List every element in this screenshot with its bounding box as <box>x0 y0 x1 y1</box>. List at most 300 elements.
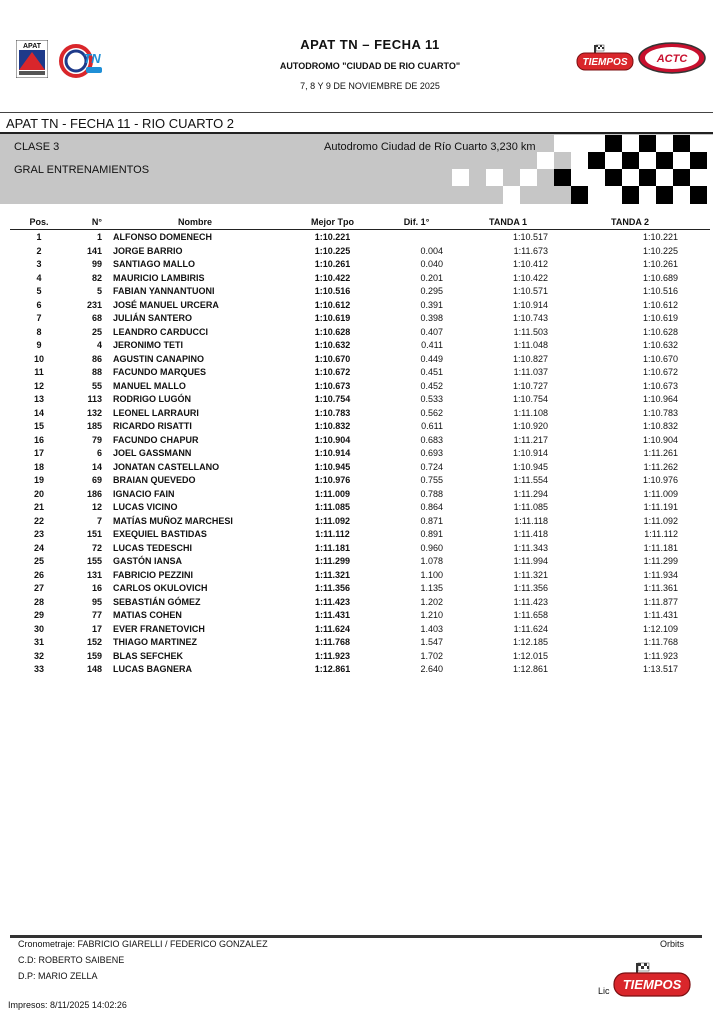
cell-car-number: 12 <box>91 502 102 512</box>
table-row <box>0 245 713 259</box>
timing-credits: Cronometraje: FABRICIO GIARELLI / FEDERICO GONZALEZ <box>18 939 268 949</box>
cell-tanda1-time: 1:11.294 <box>513 488 548 499</box>
printed-timestamp: Impresos: 8/11/2025 14:02:26 <box>8 1000 127 1010</box>
cell-driver-name: LUCAS TEDESCHI <box>113 542 193 553</box>
cell-pos: 9 <box>36 340 42 350</box>
cell-car-number: 82 <box>91 272 102 283</box>
cell-gap-to-leader: 0.683 <box>420 434 443 445</box>
cell-gap-to-leader: 1.135 <box>420 583 443 593</box>
cell-pos: 17 <box>33 448 44 458</box>
cell-gap-to-leader: 0.960 <box>420 542 443 553</box>
table-row <box>0 474 713 488</box>
table-row <box>0 380 713 394</box>
tiempos-footer-logo-text: TIEMPOS <box>622 977 682 992</box>
cell-tanda2-time: 1:11.934 <box>643 569 678 580</box>
event-dates: 7, 8 Y 9 DE NOVIEMBRE DE 2025 <box>300 81 440 91</box>
cell-driver-name: JULIÁN SANTERO <box>113 313 193 323</box>
cell-driver-name: JORGE BARRIO <box>113 245 183 256</box>
cell-tanda1-time: 1:10.412 <box>512 259 548 269</box>
cell-driver-name: MATÍAS MUÑOZ MARCHESI <box>113 515 233 526</box>
cell-tanda2-time: 1:10.783 <box>642 407 678 418</box>
cell-tanda1-time: 1:10.914 <box>512 299 548 310</box>
table-row <box>0 407 713 421</box>
cell-gap-to-leader: 0.451 <box>420 367 443 377</box>
sporting-director: D.P: MARIO ZELLA <box>18 971 98 981</box>
cell-tanda1-time: 1:10.920 <box>512 421 548 431</box>
cell-best-time: 1:11.299 <box>314 556 351 566</box>
cell-pos: 12 <box>33 380 44 391</box>
cell-car-number: 131 <box>86 569 102 580</box>
table-row <box>0 272 713 286</box>
col-header-diff: Dif. 1° <box>403 217 430 227</box>
cell-best-time: 1:10.670 <box>314 353 351 364</box>
cell-pos: 23 <box>33 529 44 539</box>
cell-gap-to-leader: 1.702 <box>420 650 443 661</box>
cell-tanda2-time: 1:10.516 <box>642 286 678 296</box>
tn-logo-text: TN <box>83 51 101 66</box>
table-row <box>0 258 713 272</box>
cell-gap-to-leader: 2.640 <box>420 664 443 674</box>
cell-driver-name: JERONIMO TETI <box>113 340 184 350</box>
table-row <box>0 663 713 677</box>
cell-best-time: 1:11.923 <box>314 650 351 661</box>
cell-tanda2-time: 1:11.262 <box>643 461 678 472</box>
cell-gap-to-leader: 0.201 <box>420 272 443 283</box>
cell-pos: 3 <box>36 259 42 269</box>
cell-driver-name: BLAS SEFCHEK <box>113 650 184 661</box>
cell-tanda2-time: 1:11.361 <box>643 583 678 593</box>
cell-gap-to-leader: 0.452 <box>420 380 443 391</box>
cell-tanda2-time: 1:10.673 <box>642 380 678 391</box>
table-row <box>0 353 713 367</box>
cell-tanda1-time: 1:11.343 <box>513 542 548 553</box>
cell-gap-to-leader: 0.562 <box>420 407 443 418</box>
cell-tanda1-time: 1:10.914 <box>512 448 548 458</box>
cell-car-number: 151 <box>86 529 102 539</box>
cell-driver-name: IGNACIO FAIN <box>113 488 175 499</box>
cell-car-number: 17 <box>91 623 102 634</box>
cell-pos: 15 <box>33 421 44 431</box>
actc-logo-text: ACTC <box>656 53 688 65</box>
cell-tanda1-time: 1:11.217 <box>513 434 548 445</box>
cell-gap-to-leader: 1.078 <box>420 556 443 566</box>
cell-gap-to-leader: 1.202 <box>420 596 443 607</box>
table-row <box>0 555 713 569</box>
cell-car-number: 7 <box>96 515 102 526</box>
table-row <box>0 609 713 623</box>
cell-tanda2-time: 1:11.181 <box>643 542 678 553</box>
table-row <box>0 366 713 380</box>
cell-driver-name: ALFONSO DOMENECH <box>113 232 212 242</box>
cell-gap-to-leader: 0.449 <box>420 353 443 364</box>
cell-tanda2-time: 1:10.628 <box>642 326 678 337</box>
cell-pos: 16 <box>33 434 44 445</box>
table-row <box>0 528 713 542</box>
tn-logo <box>58 41 108 81</box>
cell-pos: 13 <box>33 394 44 404</box>
cell-best-time: 1:10.945 <box>314 461 351 472</box>
cell-tanda2-time: 1:10.904 <box>642 434 678 445</box>
cell-car-number: 55 <box>91 380 102 391</box>
table-row <box>0 299 713 313</box>
cell-tanda2-time: 1:10.261 <box>642 259 678 269</box>
cell-tanda1-time: 1:10.517 <box>512 232 548 242</box>
orbits-credit: Orbits <box>660 939 685 949</box>
cell-tanda2-time: 1:11.768 <box>643 637 678 647</box>
cell-car-number: 152 <box>86 637 102 647</box>
cell-driver-name: LEANDRO CARDUCCI <box>113 326 208 337</box>
cell-tanda2-time: 1:11.092 <box>643 515 678 526</box>
table-row <box>0 285 713 299</box>
cell-gap-to-leader: 0.533 <box>420 394 443 404</box>
cell-tanda2-time: 1:10.689 <box>642 272 678 283</box>
cell-driver-name: EVER FRANETOVICH <box>113 623 205 634</box>
cell-tanda1-time: 1:11.503 <box>513 326 548 337</box>
cell-driver-name: JOEL GASSMANN <box>113 448 192 458</box>
cell-pos: 11 <box>34 367 44 377</box>
cell-pos: 25 <box>33 556 44 566</box>
cell-gap-to-leader: 0.693 <box>420 448 443 458</box>
cell-tanda2-time: 1:11.112 <box>644 529 678 539</box>
class-label: CLASE 3 <box>14 141 60 153</box>
session-label: GRAL ENTRENAMIENTOS <box>14 164 150 176</box>
cell-gap-to-leader: 1.547 <box>420 637 443 647</box>
col-header-best: Mejor Tpo <box>311 217 354 227</box>
cell-car-number: 68 <box>91 313 102 323</box>
cell-pos: 31 <box>33 637 44 647</box>
cell-gap-to-leader: 0.040 <box>420 259 443 269</box>
cell-tanda2-time: 1:11.009 <box>643 488 678 499</box>
cell-best-time: 1:10.261 <box>314 259 351 269</box>
cell-tanda1-time: 1:11.673 <box>513 245 548 256</box>
cell-car-number: 155 <box>86 556 102 566</box>
cell-car-number: 99 <box>91 259 102 269</box>
cell-best-time: 1:11.356 <box>314 583 351 593</box>
cell-best-time: 1:10.754 <box>314 394 351 404</box>
footer-divider <box>10 935 702 938</box>
cell-tanda1-time: 1:10.422 <box>512 272 548 283</box>
apat-logo <box>16 40 48 78</box>
cell-tanda2-time: 1:10.619 <box>642 313 678 323</box>
cell-best-time: 1:11.085 <box>314 502 351 512</box>
cell-tanda1-time: 1:11.423 <box>513 596 548 607</box>
cell-best-time: 1:10.619 <box>314 313 351 323</box>
cell-gap-to-leader: 0.788 <box>420 488 443 499</box>
cell-tanda2-time: 1:11.299 <box>643 556 678 566</box>
cell-best-time: 1:10.783 <box>314 407 351 418</box>
cell-best-time: 1:11.624 <box>314 623 351 634</box>
cell-car-number: 148 <box>86 664 102 674</box>
cell-tanda2-time: 1:10.672 <box>642 367 678 377</box>
cell-tanda1-time: 1:11.321 <box>513 569 548 580</box>
cell-pos: 14 <box>33 407 44 418</box>
cell-car-number: 69 <box>91 475 102 485</box>
cell-tanda1-time: 1:10.571 <box>512 286 548 296</box>
cell-tanda2-time: 1:11.877 <box>643 596 678 607</box>
cell-tanda1-time: 1:11.418 <box>513 529 548 539</box>
cell-pos: 8 <box>36 326 42 337</box>
cell-best-time: 1:10.628 <box>314 326 351 337</box>
cell-best-time: 1:10.516 <box>314 286 351 296</box>
cell-tanda1-time: 1:10.727 <box>512 380 548 391</box>
cell-driver-name: LUCAS BAGNERA <box>113 664 193 674</box>
cell-driver-name: JONATAN CASTELLANO <box>113 461 220 472</box>
table-row <box>0 231 713 245</box>
cell-pos: 19 <box>33 475 44 485</box>
cell-tanda1-time: 1:11.037 <box>513 367 548 377</box>
cell-pos: 21 <box>33 502 44 512</box>
cell-pos: 30 <box>33 623 44 634</box>
col-header-num: N° <box>91 217 102 227</box>
cell-driver-name: MAURICIO LAMBIRIS <box>113 272 205 283</box>
cell-car-number: 72 <box>91 542 102 553</box>
apat-logo-text: APAT <box>22 43 42 50</box>
cell-tanda2-time: 1:11.431 <box>643 610 678 620</box>
cell-tanda2-time: 1:10.632 <box>642 340 678 350</box>
cell-driver-name: FABIAN YANNANTUONI <box>113 286 215 296</box>
tiempos-logo <box>576 44 634 72</box>
cell-driver-name: SANTIAGO MALLO <box>113 259 195 269</box>
cell-driver-name: GASTÓN IANSA <box>113 556 183 566</box>
license-label: Lic <box>598 986 610 996</box>
cell-tanda1-time: 1:11.085 <box>513 502 548 512</box>
table-row <box>0 501 713 515</box>
tiempos-logo-text: TIEMPOS <box>582 57 628 68</box>
table-row <box>0 326 713 340</box>
cell-driver-name: EXEQUIEL BASTIDAS <box>113 529 207 539</box>
cell-driver-name: BRAIAN QUEVEDO <box>113 475 196 485</box>
cell-car-number: 113 <box>87 394 102 404</box>
cell-tanda1-time: 1:10.754 <box>512 394 548 404</box>
cell-driver-name: SEBASTIÁN GÓMEZ <box>113 596 201 607</box>
cell-gap-to-leader: 1.100 <box>420 569 443 580</box>
cell-car-number: 95 <box>91 596 102 607</box>
cell-tanda1-time: 1:11.356 <box>513 583 548 593</box>
cell-pos: 33 <box>33 664 44 674</box>
cell-pos: 6 <box>36 299 42 310</box>
cell-gap-to-leader: 1.210 <box>420 610 443 620</box>
cell-pos: 20 <box>33 488 44 499</box>
cell-best-time: 1:10.221 <box>314 232 351 242</box>
table-row <box>0 515 713 529</box>
cell-best-time: 1:11.181 <box>314 542 351 553</box>
cell-best-time: 1:11.092 <box>314 515 351 526</box>
cell-car-number: 132 <box>86 407 102 418</box>
cell-car-number: 186 <box>86 488 102 499</box>
race-director: C.D: ROBERTO SAIBENE <box>18 955 125 965</box>
col-header-pos: Pos. <box>29 217 49 227</box>
cell-car-number: 79 <box>91 434 102 445</box>
cell-car-number: 159 <box>86 650 102 661</box>
cell-pos: 28 <box>33 596 44 607</box>
table-row <box>0 636 713 650</box>
cell-tanda1-time: 1:12.185 <box>512 637 548 647</box>
actc-logo <box>638 42 706 74</box>
cell-gap-to-leader: 0.611 <box>421 421 443 431</box>
cell-best-time: 1:11.768 <box>314 637 351 647</box>
header-divider <box>0 112 713 113</box>
report-header <box>0 0 713 112</box>
cell-best-time: 1:11.423 <box>314 596 351 607</box>
cell-pos: 32 <box>33 650 44 661</box>
cell-driver-name: FACUNDO MARQUES <box>113 367 207 377</box>
cell-gap-to-leader: 0.391 <box>420 299 443 310</box>
cell-tanda1-time: 1:11.554 <box>513 475 548 485</box>
cell-gap-to-leader: 0.724 <box>420 461 443 472</box>
cell-pos: 10 <box>33 353 44 364</box>
cell-tanda1-time: 1:12.861 <box>512 664 548 674</box>
cell-pos: 18 <box>33 461 44 472</box>
results-table-body <box>0 231 713 677</box>
cell-tanda1-time: 1:11.624 <box>513 623 548 634</box>
cell-car-number: 16 <box>91 583 102 593</box>
cell-driver-name: MANUEL MALLO <box>113 380 186 391</box>
cell-best-time: 1:10.673 <box>314 380 351 391</box>
cell-driver-name: RODRIGO LUGÓN <box>113 394 191 404</box>
cell-best-time: 1:10.225 <box>314 245 351 256</box>
table-header-divider <box>10 229 710 230</box>
cell-tanda1-time: 1:10.827 <box>512 353 548 364</box>
cell-gap-to-leader: 0.755 <box>420 475 443 485</box>
session-band <box>0 134 713 204</box>
table-row <box>0 488 713 502</box>
cell-pos: 5 <box>36 286 42 296</box>
cell-best-time: 1:10.904 <box>314 434 351 445</box>
cell-car-number: 88 <box>91 367 102 377</box>
cell-gap-to-leader: 0.295 <box>420 286 443 296</box>
cell-best-time: 1:10.672 <box>314 367 351 377</box>
cell-pos: 1 <box>36 232 42 242</box>
cell-tanda2-time: 1:10.221 <box>642 232 678 242</box>
cell-tanda2-time: 1:10.964 <box>642 394 678 404</box>
cell-tanda1-time: 1:11.118 <box>514 515 548 526</box>
cell-best-time: 1:11.321 <box>314 569 351 580</box>
cell-driver-name: RICARDO RISATTI <box>113 421 192 431</box>
cell-tanda2-time: 1:10.670 <box>642 353 678 364</box>
cell-best-time: 1:10.632 <box>314 340 351 350</box>
table-row <box>0 569 713 583</box>
cell-driver-name: AGUSTIN CANAPINO <box>113 353 205 364</box>
cell-car-number: 6 <box>96 448 102 458</box>
cell-driver-name: CARLOS OKULOVICH <box>113 583 208 593</box>
report-title: APAT TN – FECHA 11 <box>300 37 440 52</box>
cell-pos: 27 <box>33 583 44 593</box>
cell-driver-name: LEONEL LARRAURI <box>113 407 199 418</box>
table-row <box>0 393 713 407</box>
cell-pos: 2 <box>36 245 42 256</box>
cell-pos: 26 <box>33 569 44 580</box>
cell-tanda2-time: 1:10.612 <box>642 299 678 310</box>
cell-best-time: 1:10.612 <box>314 299 351 310</box>
cell-car-number: 185 <box>86 421 102 431</box>
cell-driver-name: FABRICIO PEZZINI <box>113 569 194 580</box>
cell-car-number: 1 <box>96 232 102 242</box>
cell-pos: 7 <box>36 313 42 323</box>
table-row <box>0 339 713 353</box>
table-row <box>0 582 713 596</box>
cell-car-number: 231 <box>86 299 102 310</box>
cell-driver-name: LUCAS VICINO <box>113 502 178 512</box>
cell-best-time: 1:11.009 <box>314 488 351 499</box>
table-row <box>0 312 713 326</box>
col-header-tanda2: TANDA 2 <box>611 217 649 227</box>
col-header-name: Nombre <box>177 217 212 227</box>
cell-car-number: 5 <box>96 286 102 296</box>
cell-gap-to-leader: 0.864 <box>420 502 443 512</box>
cell-driver-name: FACUNDO CHAPUR <box>113 434 199 445</box>
cell-tanda1-time: 1:11.658 <box>513 610 548 620</box>
cell-pos: 4 <box>36 272 42 283</box>
cell-gap-to-leader: 0.004 <box>420 245 443 256</box>
cell-tanda1-time: 1:11.108 <box>513 407 548 418</box>
venue-name: AUTODROMO "CIUDAD DE RIO CUARTO" <box>279 61 461 71</box>
cell-pos: 24 <box>33 542 44 553</box>
cell-car-number: 14 <box>91 461 102 472</box>
cell-tanda1-time: 1:12.015 <box>512 650 548 661</box>
table-row <box>0 623 713 637</box>
cell-car-number: 25 <box>91 326 102 337</box>
cell-car-number: 4 <box>96 340 102 350</box>
cell-driver-name: THIAGO MARTINEZ <box>113 637 197 647</box>
table-row <box>0 461 713 475</box>
cell-gap-to-leader: 0.411 <box>421 340 443 350</box>
cell-tanda2-time: 1:13.517 <box>642 664 678 674</box>
cell-tanda2-time: 1:11.191 <box>643 502 678 512</box>
table-row <box>0 434 713 448</box>
cell-tanda2-time: 1:11.261 <box>643 448 678 458</box>
cell-tanda2-time: 1:12.109 <box>642 623 678 634</box>
cell-gap-to-leader: 0.891 <box>420 529 443 539</box>
cell-gap-to-leader: 0.871 <box>420 515 443 526</box>
cell-driver-name: JOSÉ MANUEL URCERA <box>113 299 219 310</box>
table-row <box>0 596 713 610</box>
circuit-label: Autodromo Ciudad de Río Cuarto 3,230 km <box>324 141 536 153</box>
cell-best-time: 1:10.422 <box>314 272 351 283</box>
cell-pos: 22 <box>33 515 44 526</box>
table-row <box>0 542 713 556</box>
results-table-header <box>0 217 713 229</box>
table-row <box>0 447 713 461</box>
cell-gap-to-leader: 0.398 <box>420 313 443 323</box>
table-row <box>0 650 713 664</box>
cell-tanda2-time: 1:10.225 <box>642 245 678 256</box>
cell-gap-to-leader: 0.407 <box>420 326 443 337</box>
cell-best-time: 1:12.861 <box>314 664 351 674</box>
cell-tanda1-time: 1:11.048 <box>513 340 548 350</box>
cell-tanda1-time: 1:11.994 <box>513 556 548 566</box>
cell-best-time: 1:11.112 <box>315 529 350 539</box>
table-row <box>0 420 713 434</box>
cell-tanda2-time: 1:10.832 <box>642 421 678 431</box>
cell-tanda2-time: 1:10.976 <box>642 475 678 485</box>
cell-car-number: 141 <box>86 245 102 256</box>
cell-pos: 29 <box>33 610 44 620</box>
cell-best-time: 1:10.832 <box>314 421 351 431</box>
cell-tanda1-time: 1:10.945 <box>512 461 548 472</box>
cell-tanda2-time: 1:11.923 <box>643 650 678 661</box>
cell-best-time: 1:10.914 <box>314 448 351 458</box>
cell-car-number: 86 <box>91 353 102 364</box>
cell-car-number: 77 <box>91 610 102 620</box>
tiempos-footer-logo <box>612 962 692 998</box>
event-title: APAT TN - FECHA 11 - RIO CUARTO 2 <box>6 116 235 131</box>
cell-driver-name: MATIAS COHEN <box>113 610 182 620</box>
col-header-tanda1: TANDA 1 <box>489 217 527 227</box>
cell-tanda1-time: 1:10.743 <box>512 313 548 323</box>
cell-best-time: 1:11.431 <box>314 610 351 620</box>
cell-gap-to-leader: 1.403 <box>420 623 443 634</box>
cell-best-time: 1:10.976 <box>314 475 351 485</box>
